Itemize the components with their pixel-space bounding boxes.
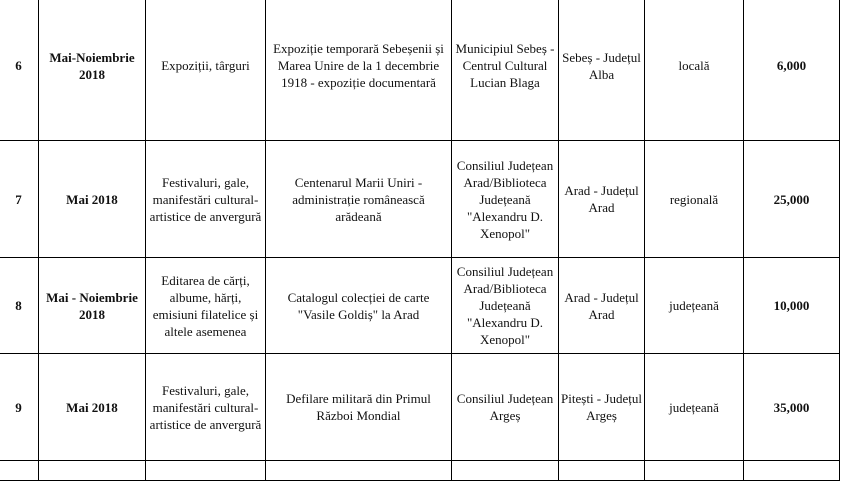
location-cell: Sebeș - Județul Alba [559, 0, 645, 141]
table-row [0, 0, 840, 141]
row-number-cell: 6 [0, 0, 39, 141]
table-row-partial [0, 461, 840, 481]
title-cell: Catalogul colecției de carte "Vasile Goldiș" la Arad [266, 258, 452, 354]
organizer-cell: Consiliul Județean Arad/Biblioteca Județeană "Alexandru D. Xenopol" [452, 258, 559, 354]
amount-cell: 6,000 [744, 0, 840, 141]
level-cell: județeană [645, 354, 744, 461]
location-cell: Arad - Județul Arad [559, 258, 645, 354]
period-cell: Mai - Noiembrie 2018 [39, 258, 146, 354]
empty-cell [744, 461, 840, 481]
organizer-cell: Consiliul Județean Argeș [452, 354, 559, 461]
category-cell: Editarea de cărți, albume, hărți, emisiuni filatelice și altele asemenea [146, 258, 266, 354]
table-row [0, 354, 840, 461]
amount-cell: 25,000 [744, 141, 840, 258]
organizer-cell: Consiliul Județean Arad/Biblioteca Județeană "Alexandru D. Xenopol" [452, 141, 559, 258]
category-cell: Festivaluri, gale, manifestări cultural-artistice de anvergură [146, 354, 266, 461]
table-row [0, 258, 840, 354]
empty-cell [146, 461, 266, 481]
category-cell: Festivaluri, gale, manifestări cultural-artistice de anvergură [146, 141, 266, 258]
amount-cell: 35,000 [744, 354, 840, 461]
empty-cell [266, 461, 452, 481]
period-cell: Mai-Noiembrie 2018 [39, 0, 146, 141]
location-cell: Arad - Județul Arad [559, 141, 645, 258]
table-row [0, 141, 840, 258]
empty-cell [452, 461, 559, 481]
period-cell: Mai 2018 [39, 354, 146, 461]
empty-cell [559, 461, 645, 481]
level-cell: regională [645, 141, 744, 258]
row-number-cell: 9 [0, 354, 39, 461]
organizer-cell: Municipiul Sebeș - Centrul Cultural Lucian Blaga [452, 0, 559, 141]
row-number-cell: 7 [0, 141, 39, 258]
amount-cell: 10,000 [744, 258, 840, 354]
empty-cell [645, 461, 744, 481]
title-cell: Expoziție temporară Sebeșenii și Marea Unire de la 1 decembrie 1918 - expoziție documentară [266, 0, 452, 141]
empty-cell [0, 461, 39, 481]
empty-cell [39, 461, 146, 481]
title-cell: Centenarul Marii Uniri - administrație românească arădeană [266, 141, 452, 258]
row-number-cell: 8 [0, 258, 39, 354]
level-cell: locală [645, 0, 744, 141]
location-cell: Pitești - Județul Argeș [559, 354, 645, 461]
title-cell: Defilare militară din Primul Război Mondial [266, 354, 452, 461]
category-cell: Expoziții, târguri [146, 0, 266, 141]
period-cell: Mai 2018 [39, 141, 146, 258]
level-cell: județeană [645, 258, 744, 354]
